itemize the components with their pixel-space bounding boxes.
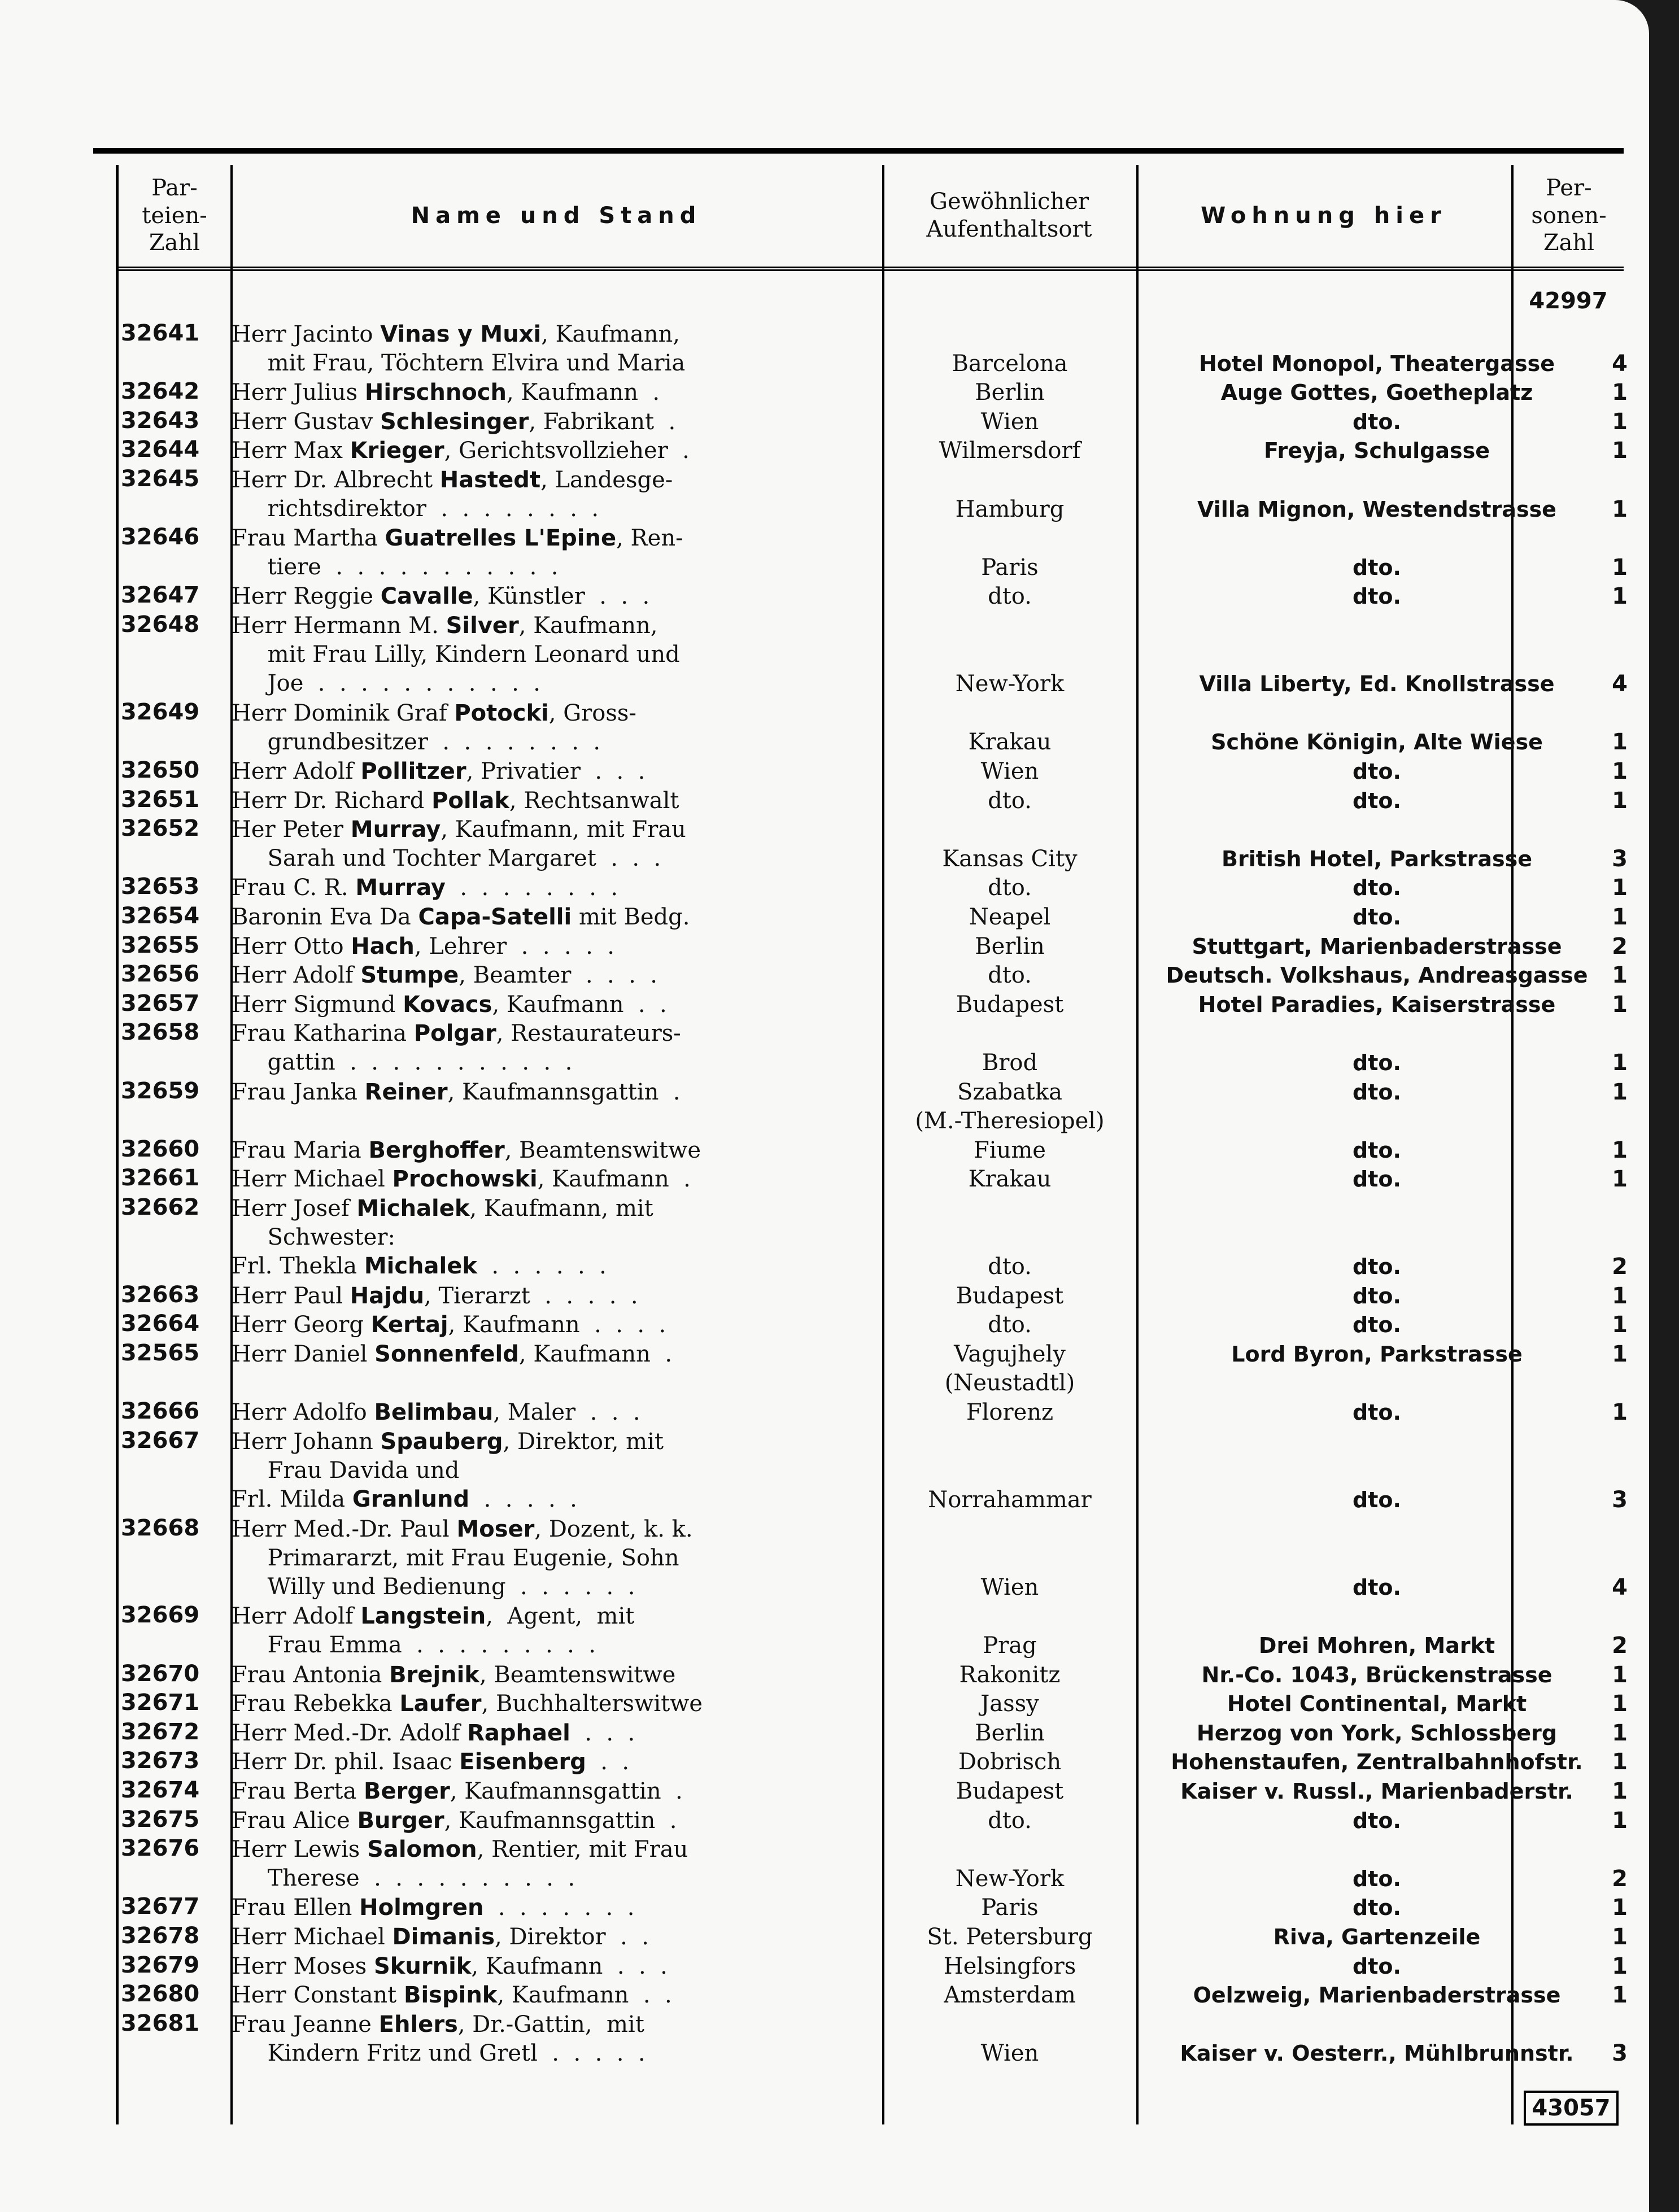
entry-person-count: 1 [1612, 1049, 1628, 1076]
entry-person-count: 1 [1612, 1691, 1628, 1717]
surname: Reiner [364, 1079, 448, 1105]
entry-name-and-status: Frau Martha Guatrelles L'Epine, Ren- tiere . . . . . . . . . . . [232, 525, 683, 581]
entry-person-count: 1 [1612, 787, 1628, 814]
entry-number: 32678 [121, 1923, 200, 1949]
entry-person-count: 1 [1612, 1282, 1628, 1309]
entry-number: 32674 [121, 1777, 200, 1803]
entry-lodging: Hotel Continental, Markt [1227, 1691, 1527, 1717]
entry-person-count: 1 [1612, 408, 1628, 435]
entry-lodging: dto. [1353, 1167, 1401, 1192]
entry-number: 32654 [121, 903, 200, 929]
entry-number: 32651 [121, 786, 200, 813]
entry-number: 32662 [121, 1194, 200, 1220]
entry-lodging: dto. [1353, 1400, 1401, 1425]
surname: Moser [456, 1516, 535, 1542]
entry-number: 32673 [121, 1748, 200, 1774]
entry-lodging: Lord Byron, Parkstrasse [1231, 1342, 1523, 1367]
entry-number: 32663 [121, 1281, 200, 1308]
entry-number: 32677 [121, 1893, 200, 1920]
entry-number: 32669 [121, 1602, 200, 1629]
entry-home-town: Berlin [975, 1720, 1045, 1746]
entry-number: 32646 [121, 524, 200, 551]
entry-person-count: 1 [1612, 554, 1628, 581]
entry-lodging: Riva, Gartenzeile [1273, 1925, 1481, 1949]
entry-person-count: 1 [1612, 875, 1628, 901]
entry-lodging: dto. [1353, 1050, 1401, 1075]
entry-name-and-status: Frau Rebekka Laufer, Buchhalterswitwe [232, 1691, 703, 1717]
entry-lodging: dto. [1353, 1137, 1401, 1163]
table-body [116, 165, 1628, 2124]
entry-name-and-status: Herr Otto Hach, Lehrer . . . . . [232, 933, 614, 959]
entry-person-count: 4 [1612, 671, 1628, 697]
carry-out-total: 43057 [1524, 2091, 1619, 2126]
surname: Granlund [352, 1486, 470, 1512]
entry-lodging: Auge Gottes, Goetheplatz [1220, 380, 1533, 405]
entry-home-town: Budapest [956, 1778, 1064, 1804]
entry-number: 32647 [121, 582, 200, 609]
entry-person-count: 1 [1612, 991, 1628, 1018]
entry-number: 32661 [121, 1165, 200, 1192]
entry-number: 32644 [121, 437, 200, 463]
surname: Guatrelles L'Epine [385, 525, 617, 552]
entry-home-town: Rakonitz [959, 1661, 1061, 1688]
surname: Kertaj [370, 1312, 448, 1338]
entry-name-and-status: Herr Moses Skurnik, Kaufmann . . . [232, 1953, 668, 1979]
surname: Holmgren [359, 1895, 484, 1921]
entry-home-town: Berlin [975, 379, 1045, 406]
entry-person-count: 1 [1612, 904, 1628, 930]
entry-number: 32664 [121, 1311, 200, 1337]
entry-name-and-status: Herr Med.-Dr. Adolf Raphael . . . [232, 1720, 635, 1746]
entry-name-and-status: Herr Max Krieger, Gerichtsvollzieher . [232, 438, 690, 464]
entry-home-town: dto. [988, 875, 1032, 901]
header-name-und-stand: Name und Stand [411, 202, 702, 229]
entry-home-town: dto. [988, 583, 1032, 610]
entry-home-town: Budapest [956, 991, 1064, 1018]
entry-home-town: Wien [980, 1574, 1039, 1600]
surname: Bispink [403, 1982, 498, 2009]
surname: Stumpe [360, 962, 459, 989]
surname: Langstein [360, 1603, 486, 1630]
surname: Prochowski [392, 1166, 538, 1193]
entry-name-and-status: Frau C. R. Murray . . . . . . . . [232, 875, 618, 901]
entry-name-and-status: Herr Daniel Sonnenfeld, Kaufmann . [232, 1341, 673, 1367]
entry-number: 32667 [121, 1427, 200, 1454]
entry-number: 32650 [121, 757, 200, 783]
entry-home-town: Paris [981, 554, 1039, 581]
entry-person-count: 1 [1612, 583, 1628, 610]
entry-home-town: dto. [988, 1254, 1032, 1280]
header-rule [119, 267, 1624, 274]
entry-home-town: Jassy [980, 1691, 1039, 1717]
entry-person-count: 4 [1612, 350, 1628, 377]
entry-home-town: Krakau [968, 729, 1052, 756]
entry-home-town: dto. [988, 962, 1032, 989]
surname: Vinas y Muxi [380, 321, 542, 347]
entry-lodging: dto. [1353, 1283, 1401, 1308]
entry-lodging: dto. [1353, 1866, 1401, 1891]
surname: Hajdu [350, 1282, 425, 1309]
entry-name-and-status: Her Peter Murray, Kaufmann, mit Frau Sarah und Tochter Margaret . . . [232, 817, 686, 872]
entry-person-count: 3 [1612, 845, 1628, 872]
entry-person-count: 1 [1612, 1895, 1628, 1921]
surname: Capa-Satelli [418, 904, 572, 930]
header-line: teien- [142, 202, 207, 229]
entry-name-and-status: Herr Gustav Schlesinger, Fabrikant . [232, 408, 676, 435]
entry-lodging: Villa Liberty, Ed. Knollstrasse [1199, 671, 1555, 697]
entry-lodging: dto. [1353, 1574, 1401, 1600]
entry-name-and-status: Herr Michael Prochowski, Kaufmann . [232, 1166, 691, 1193]
register-table [93, 148, 1628, 2124]
surname: Krieger [350, 438, 444, 464]
entry-person-count: 1 [1612, 1166, 1628, 1193]
surname: Michalek [364, 1253, 477, 1279]
surname: Michalek [356, 1196, 470, 1221]
surname: Laufer [399, 1691, 482, 1717]
entry-number: 32645 [121, 466, 200, 492]
entry-lodging: dto. [1353, 1312, 1401, 1338]
header-parteien-zahl [119, 165, 230, 267]
surname: Spauberg [380, 1428, 503, 1455]
entry-number: 32675 [121, 1806, 200, 1833]
surname: Cavalle [380, 583, 473, 610]
entry-number: 32656 [121, 961, 200, 988]
entry-name-and-status: Herr Julius Hirschnoch, Kaufmann . [232, 379, 660, 406]
entry-person-count: 4 [1612, 1574, 1628, 1600]
surname: Eisenberg [459, 1749, 586, 1775]
entry-lodging: Kaiser v. Oesterr., Mühlbrunnstr. [1180, 2041, 1574, 2066]
entry-name-and-status: Herr Dr. phil. Isaac Eisenberg . . [232, 1749, 630, 1775]
entry-home-town: New-York [955, 671, 1065, 697]
entry-person-count: 1 [1612, 1399, 1628, 1426]
column-divider [882, 165, 884, 2124]
entry-name-and-status: Frau Alice Burger, Kaufmannsgattin . [232, 1807, 677, 1834]
entry-person-count: 1 [1612, 1924, 1628, 1950]
entry-lodging: Hohenstaufen, Zentralbahnhofstr. [1171, 1749, 1583, 1775]
entry-home-town: Vagujhely (Neustadtl) [944, 1341, 1075, 1396]
entry-home-town: Wien [980, 408, 1039, 435]
header-aufenthaltsort [882, 165, 1136, 267]
entry-number: 32657 [121, 990, 200, 1016]
entry-number: 32668 [121, 1515, 200, 1541]
entry-lodging: Kaiser v. Russl., Marienbaderstr. [1180, 1779, 1573, 1804]
header-line: Par- [151, 174, 198, 201]
entry-lodging: Schöne Königin, Alte Wiese [1211, 730, 1543, 755]
header-personen-zahl [1511, 165, 1626, 267]
entry-name-and-status: Frau Jeanne Ehlers, Dr.-Gattin, mit Kindern Fritz und Gretl . . . . . [232, 2011, 646, 2066]
entry-lodging: dto. [1353, 1079, 1401, 1105]
entry-lodging: Herzog von York, Schlossberg [1196, 1720, 1558, 1746]
surname: Belimbau [374, 1399, 494, 1426]
surname: Pollak [431, 787, 509, 814]
entry-name-and-status: Herr Reggie Cavalle, Künstler . . . [232, 583, 650, 610]
entry-lodging: dto. [1353, 1953, 1401, 1979]
surname: Potocki [454, 700, 549, 726]
entry-name-and-status: Herr Constant Bispink, Kaufmann . . [232, 1982, 672, 2009]
entry-lodging: dto. [1353, 875, 1401, 901]
entry-person-count: 1 [1612, 1749, 1628, 1775]
entry-person-count: 2 [1612, 1254, 1628, 1280]
entry-home-town: Neapel [969, 904, 1051, 930]
entry-person-count: 1 [1612, 438, 1628, 464]
entry-lodging: dto. [1353, 1254, 1401, 1280]
entry-person-count: 1 [1612, 1341, 1628, 1367]
entry-home-town: Fiume [974, 1137, 1046, 1163]
header-line: Aufenthaltsort [926, 216, 1092, 242]
entry-home-town: Barcelona [952, 350, 1068, 377]
entry-person-count: 1 [1612, 1778, 1628, 1804]
entry-home-town: Amsterdam [944, 1982, 1076, 2009]
entry-person-count: 3 [1612, 1486, 1628, 1513]
entry-name-and-status: Frau Janka Reiner, Kaufmannsgattin . [232, 1079, 681, 1105]
entry-name-and-status: Herr Adolfo Belimbau, Maler . . . [232, 1399, 640, 1426]
column-divider [1136, 165, 1139, 2124]
surname: Polgar [413, 1020, 496, 1047]
entry-number: 32655 [121, 932, 200, 958]
entry-person-count: 2 [1612, 1632, 1628, 1659]
surname: Murray [355, 875, 446, 901]
entry-number: 32648 [121, 612, 200, 638]
entry-lodging: British Hotel, Parkstrasse [1221, 846, 1533, 871]
surname: Brejnik [389, 1661, 479, 1688]
entry-name-and-status: Herr Paul Hajdu, Tierarzt . . . . . [232, 1282, 638, 1309]
entry-name-and-status: Herr Med.-Dr. Paul Moser, Dozent, k. k. Primararzt, mit Frau Eugenie, Sohn Willy und Bedienung . . . . . . [232, 1516, 693, 1600]
entry-home-town: New-York [955, 1865, 1065, 1892]
entry-number: 32643 [121, 407, 200, 434]
entry-number: 32676 [121, 1835, 200, 1862]
entry-name-and-status: Frau Ellen Holmgren . . . . . . . [232, 1895, 635, 1921]
entry-lodging: Freyja, Schulgasse [1263, 438, 1490, 464]
entry-lodging: Oelzweig, Marienbaderstrasse [1193, 1983, 1561, 2008]
entry-number: 32679 [121, 1952, 200, 1978]
surname: Sonnenfeld [374, 1341, 519, 1367]
entry-name-and-status: Herr Josef Michalek, Kaufmann, mit Schwester: Frl. Thekla Michalek . . . . . . [232, 1196, 653, 1279]
surname: Hastedt [439, 467, 541, 493]
entry-number: 32641 [121, 320, 200, 346]
entry-number: 32565 [121, 1340, 200, 1366]
entry-lodging: dto. [1353, 584, 1401, 609]
entry-lodging: dto. [1353, 905, 1401, 930]
entry-person-count: 2 [1612, 1865, 1628, 1892]
header-wohnung-hier: Wohnung hier [1201, 202, 1447, 229]
surname: Hirschnoch [364, 379, 507, 406]
entry-name-and-status: Herr Michael Dimanis, Direktor . . [232, 1924, 649, 1950]
entry-number: 32680 [121, 1981, 200, 2008]
entry-lodging: dto. [1353, 555, 1401, 580]
entry-name-and-status: Herr Adolf Pollitzer, Privatier . . . [232, 758, 646, 784]
entry-lodging: dto. [1353, 1808, 1401, 1833]
surname: Skurnik [374, 1953, 472, 1979]
entry-number: 32658 [121, 1019, 200, 1046]
entry-person-count: 1 [1612, 496, 1628, 522]
entry-person-count: 1 [1612, 1807, 1628, 1834]
surname: Salomon [367, 1836, 477, 1863]
surname: Schlesinger [380, 408, 529, 435]
entry-lodging: Drei Mohren, Markt [1258, 1633, 1495, 1658]
surname: Murray [350, 817, 441, 843]
entry-person-count: 1 [1612, 1661, 1628, 1688]
entry-name-and-status: Frau Maria Berghoffer, Beamtenswitwe [232, 1137, 701, 1163]
surname: Kovacs [403, 991, 492, 1018]
entry-home-town: Hamburg [955, 496, 1065, 522]
entry-person-count: 2 [1612, 933, 1628, 959]
entry-name-and-status: Herr Sigmund Kovacs, Kaufmann . . [232, 991, 667, 1018]
entry-name-and-status: Herr Dr. Richard Pollak, Rechtsanwalt [232, 787, 679, 814]
entry-number: 32672 [121, 1718, 200, 1745]
entry-home-town: Berlin [975, 933, 1045, 959]
entry-home-town: Krakau [968, 1166, 1052, 1193]
entry-number: 32670 [121, 1660, 200, 1687]
entry-home-town: dto. [988, 1312, 1032, 1338]
entry-person-count: 1 [1612, 729, 1628, 756]
entry-name-and-status: Herr Dominik Graf Potocki, Gross- grundbesitzer . . . . . . . . [232, 700, 636, 755]
entry-name-and-status: Herr Georg Kertaj, Kaufmann . . . . [232, 1312, 666, 1338]
entry-person-count: 1 [1612, 1079, 1628, 1105]
entry-home-town: Szabatka (M.-Theresiopel) [915, 1079, 1105, 1134]
carry-in-total: 42997 [1529, 288, 1608, 314]
header-line: Per- [1546, 174, 1592, 201]
entry-person-count: 1 [1612, 1953, 1628, 1979]
entry-name-and-status: Herr Lewis Salomon, Rentier, mit Frau Therese . . . . . . . . . . [232, 1836, 688, 1892]
entry-lodging: dto. [1353, 1487, 1401, 1512]
entry-home-town: dto. [988, 787, 1032, 814]
entry-home-town: Helsingfors [943, 1953, 1076, 1979]
entry-home-town: Paris [981, 1895, 1039, 1921]
surname: Dimanis [392, 1924, 495, 1950]
entry-person-count: 1 [1612, 1312, 1628, 1338]
entry-lodging: Nr.-Co. 1043, Brückenstrasse [1201, 1662, 1552, 1687]
entry-home-town: Budapest [956, 1282, 1064, 1309]
entry-person-count: 3 [1612, 2040, 1628, 2067]
entry-number: 32642 [121, 378, 200, 405]
header-line: Zahl [149, 230, 200, 256]
entry-name-and-status: Herr Jacinto Vinas y Muxi, Kaufmann, mit Frau, Töchtern Elvira und Maria [232, 321, 686, 376]
entry-name-and-status: Frau Berta Berger, Kaufmannsgattin . [232, 1778, 683, 1804]
surname: Hach [351, 933, 415, 959]
surname: Pollitzer [360, 758, 466, 784]
entry-lodging: dto. [1353, 788, 1401, 813]
surname: Berghoffer [368, 1137, 505, 1163]
entry-home-town: Kansas City [942, 845, 1078, 872]
entry-lodging: dto. [1353, 759, 1401, 784]
entry-number: 32653 [121, 874, 200, 900]
entry-number: 32681 [121, 2010, 200, 2036]
entry-person-count: 1 [1612, 758, 1628, 784]
surname: Berger [364, 1778, 450, 1804]
entry-person-count: 1 [1612, 1137, 1628, 1163]
surname: Silver [446, 613, 519, 639]
surname: Raphael [467, 1720, 570, 1746]
entry-home-town: Prag [983, 1632, 1037, 1659]
entry-name-and-status: Herr Hermann M. Silver, Kaufmann, mit Frau Lilly, Kindern Leonard und Joe . . . . . . . . . . . [232, 613, 680, 696]
entry-lodging: Villa Mignon, Westendstrasse [1197, 496, 1556, 522]
entry-number: 32659 [121, 1077, 200, 1104]
entry-home-town: Wien [980, 2040, 1039, 2067]
entry-home-town: Dobrisch [958, 1749, 1062, 1775]
entry-person-count: 1 [1612, 1720, 1628, 1746]
entry-lodging: Deutsch. Volkshaus, Andreasgasse [1166, 963, 1588, 988]
entry-number: 32649 [121, 699, 200, 725]
header-line: Zahl [1543, 230, 1595, 256]
entry-home-town: Wien [980, 758, 1039, 784]
entry-home-town: Brod [982, 1049, 1038, 1076]
entry-home-town: Wilmersdorf [939, 438, 1081, 464]
entry-lodging: Hotel Paradies, Kaiserstrasse [1198, 992, 1556, 1017]
entry-person-count: 1 [1612, 379, 1628, 406]
entry-name-and-status: Frau Antonia Brejnik, Beamtenswitwe [232, 1661, 676, 1688]
entry-number: 32666 [121, 1398, 200, 1425]
entry-lodging: Stuttgart, Marienbaderstrasse [1192, 933, 1562, 959]
entry-person-count: 1 [1612, 962, 1628, 989]
entry-number: 32660 [121, 1136, 200, 1162]
header-line: sonen- [1531, 202, 1607, 229]
header-line: Gewöhnlicher [929, 189, 1089, 215]
entry-home-town: Florenz [966, 1399, 1054, 1426]
entry-lodging: dto. [1353, 1895, 1401, 1921]
entry-name-and-status: Herr Johann Spauberg, Direktor, mit Frau Davida und Frl. Milda Granlund . . . . . [232, 1428, 664, 1512]
entry-name-and-status: Herr Adolf Langstein, Agent, mit Frau Emma . . . . . . . . . [232, 1603, 635, 1659]
entry-home-town: St. Petersburg [927, 1924, 1093, 1950]
entry-home-town: dto. [988, 1807, 1032, 1834]
entry-name-and-status: Herr Dr. Albrecht Hastedt, Landesge- richtsdirektor . . . . . . . . [232, 467, 673, 522]
entry-name-and-status: Herr Adolf Stumpe, Beamter . . . . [232, 962, 657, 989]
surname: Ehlers [378, 2011, 458, 2038]
entry-name-and-status: Frau Katharina Polgar, Restaurateurs- gattin . . . . . . . . . . . [232, 1020, 681, 1076]
surname: Burger [357, 1807, 444, 1834]
entry-home-town: Norrahammar [928, 1486, 1092, 1513]
entry-number: 32671 [121, 1690, 200, 1716]
entry-number: 32652 [121, 815, 200, 842]
entry-person-count: 1 [1612, 1982, 1628, 2009]
entry-lodging: Hotel Monopol, Theatergasse [1198, 351, 1555, 376]
entry-lodging: dto. [1353, 409, 1401, 434]
entry-name-and-status: Baronin Eva Da Capa-Satelli mit Bedg. [232, 904, 690, 930]
